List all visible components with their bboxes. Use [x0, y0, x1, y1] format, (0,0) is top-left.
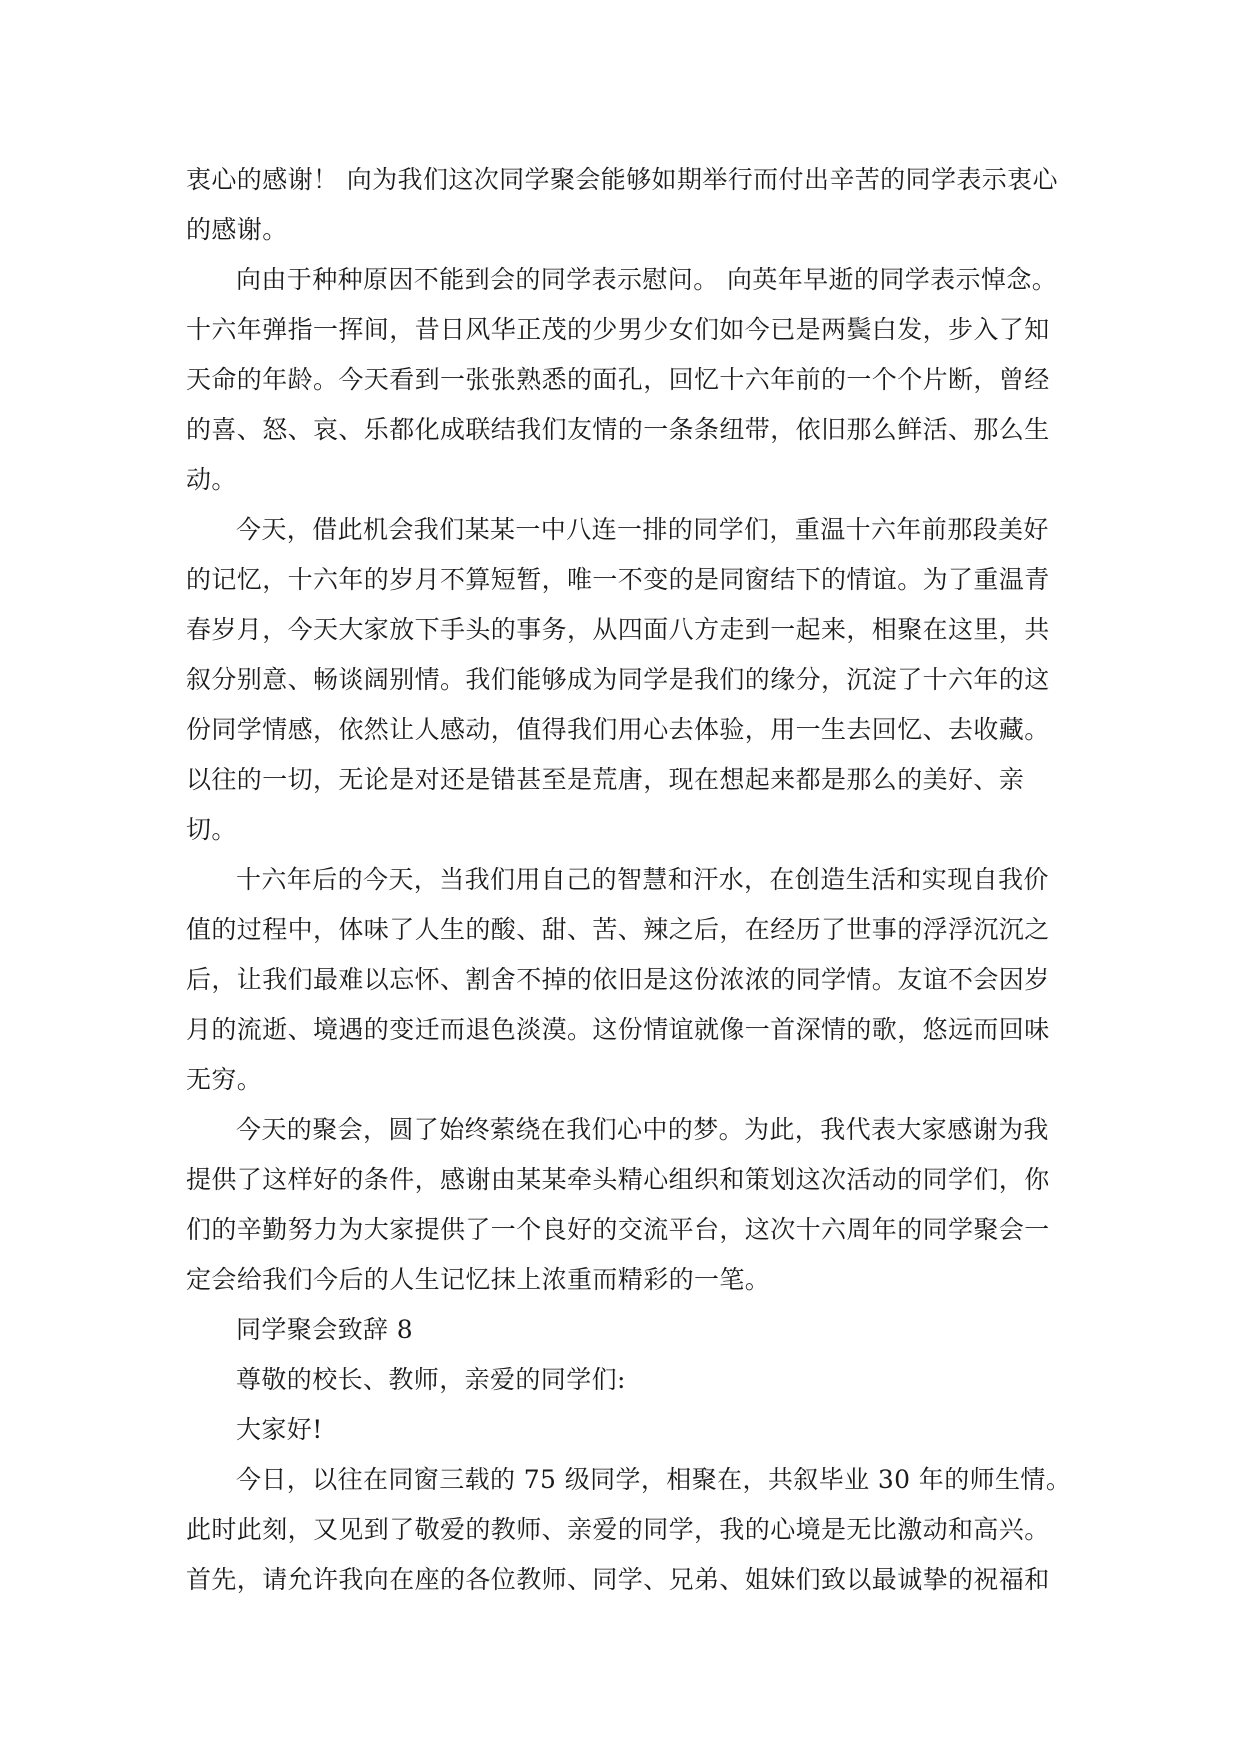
text-line: 无穷。: [186, 1065, 263, 1094]
text-line: 的喜、怒、哀、乐都化成联结我们友情的一条条纽带，依旧那么鲜活、那么生: [186, 415, 1050, 444]
text-line: 春岁月，今天大家放下手头的事务，从四面八方走到一起来，相聚在这里，共: [186, 615, 1050, 644]
greeting: 大家好!: [236, 1415, 323, 1444]
text-line: 后，让我们最难以忘怀、割舍不掉的依旧是这份浓浓的同学情。友谊不会因岁: [186, 965, 1050, 994]
text-line: 切。: [186, 815, 237, 844]
paragraph-start-line: 今天的聚会，圆了始终萦绕在我们心中的梦。为此，我代表大家感谢为我: [236, 1115, 1049, 1144]
text-line: 天命的年龄。今天看到一张张熟悉的面孔，回忆十六年前的一个个片断，曾经: [186, 365, 1050, 394]
text-line: 值的过程中，体味了人生的酸、甜、苦、辣之后，在经历了世事的浮浮沉沉之: [186, 915, 1050, 944]
text-line: 们的辛勤努力为大家提供了一个良好的交流平台，这次十六周年的同学聚会一: [186, 1215, 1050, 1244]
text-line: 动。: [186, 465, 237, 494]
text-line: 月的流逝、境遇的变迁而退色淡漠。这份情谊就像一首深情的歌，悠远而回味: [186, 1015, 1050, 1044]
document-body: [186, 155, 1072, 1605]
text-line: 此时此刻，又见到了敬爱的教师、亲爱的同学，我的心境是无比激动和高兴。: [186, 1515, 1050, 1544]
text-line: 的感谢。: [186, 215, 288, 244]
paragraph-start-line: 今天，借此机会我们某某一中八连一排的同学们，重温十六年前那段美好: [236, 515, 1049, 544]
salutation: 尊敬的校长、教师，亲爱的同学们:: [236, 1365, 626, 1394]
text-line: 十六年弹指一挥间，昔日风华正茂的少男少女们如今已是两鬓白发，步入了知: [186, 315, 1050, 344]
text-line: 叙分别意、畅谈阔别情。我们能够成为同学是我们的缘分，沉淀了十六年的这: [186, 665, 1050, 694]
section-heading: 同学聚会致辞 8: [236, 1315, 414, 1344]
paragraph-start-line: 向由于种种原因不能到会的同学表示慰问。 向英年早逝的同学表示悼念。: [236, 265, 1058, 294]
text-line: 提供了这样好的条件，感谢由某某牵头精心组织和策划这次活动的同学们，你: [186, 1165, 1050, 1194]
paragraph-start-line: 十六年后的今天，当我们用自己的智慧和汗水，在创造生活和实现自我价: [236, 865, 1049, 894]
text-line: 以往的一切，无论是对还是错甚至是荒唐，现在想起来都是那么的美好、亲: [186, 765, 1025, 794]
paragraph-start-line: 今日，以往在同窗三载的 75 级同学，相聚在，共叙毕业 30 年的师生情。: [236, 1465, 1072, 1494]
text-line: 定会给我们今后的人生记忆抹上浓重而精彩的一笔。: [186, 1265, 771, 1294]
text-line: 首先，请允许我向在座的各位教师、同学、兄弟、姐妹们致以最诚挚的祝福和: [186, 1565, 1050, 1594]
text-line: 的记忆，十六年的岁月不算短暂，唯一不变的是同窗结下的情谊。为了重温青: [186, 565, 1050, 594]
text-line: 衷心的感谢！ 向为我们这次同学聚会能够如期举行而付出辛苦的同学表示衷心: [186, 165, 1058, 194]
text-line: 份同学情感，依然让人感动，值得我们用心去体验，用一生去回忆、去收藏。: [186, 715, 1050, 744]
